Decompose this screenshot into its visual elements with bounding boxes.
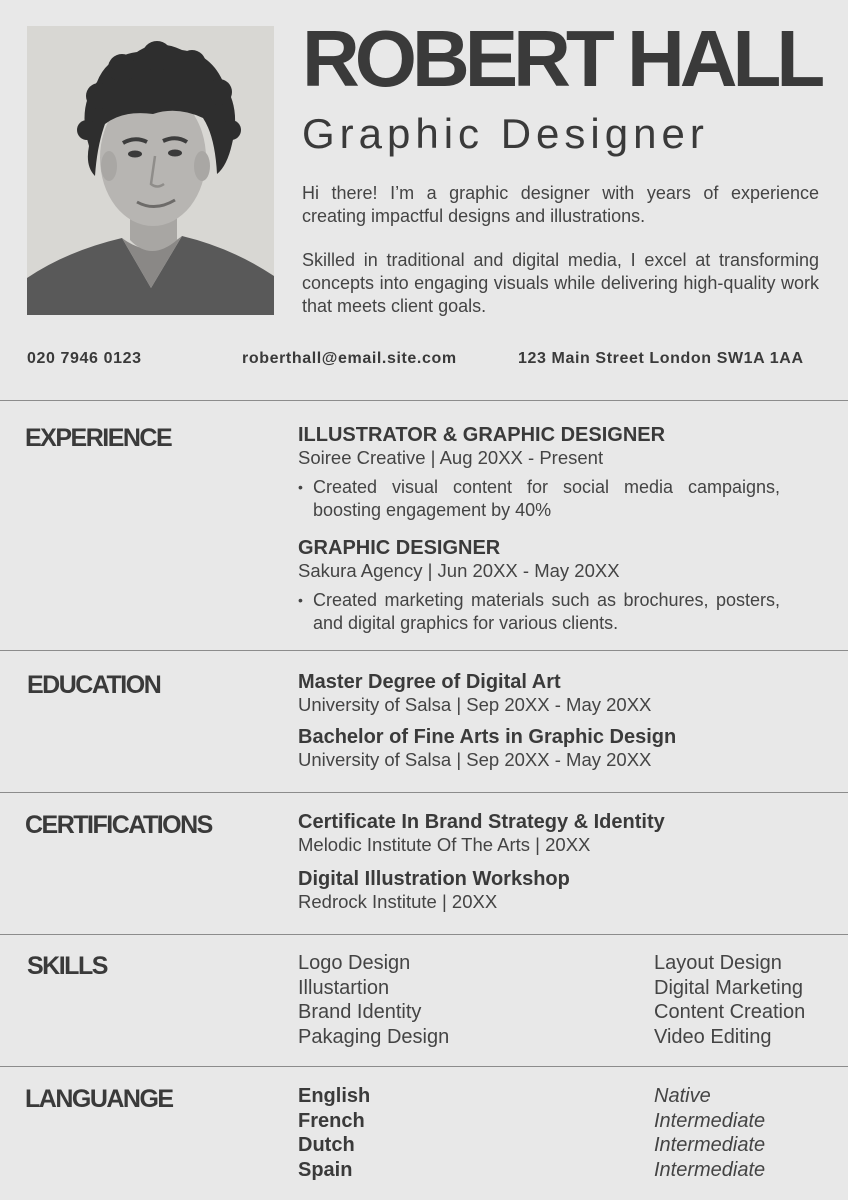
education-heading: EDUCATION bbox=[27, 671, 161, 699]
degree-title: Bachelor of Fine Arts in Graphic Design bbox=[298, 726, 677, 748]
language-names bbox=[298, 1084, 370, 1182]
job-title: ILLUSTRATOR & GRAPHIC DESIGNER bbox=[298, 424, 666, 446]
job-bullet: • Created visual content for social media campaigns, boosting engagement by 40% bbox=[298, 476, 780, 522]
skill-item: Logo Design bbox=[298, 952, 411, 974]
education-item bbox=[298, 671, 788, 716]
section-divider bbox=[0, 792, 848, 793]
certification-issuer: Redrock Institute | 20XX bbox=[298, 891, 498, 912]
language-level: Intermediate bbox=[654, 1158, 766, 1181]
section-divider bbox=[0, 400, 848, 401]
section-divider bbox=[0, 1066, 848, 1067]
language-name: Dutch bbox=[298, 1134, 355, 1156]
skill-item: Illustartion bbox=[298, 976, 390, 999]
experience-item bbox=[298, 537, 788, 635]
degree-school: University of Salsa | Sep 20XX - May 20XX bbox=[298, 749, 652, 770]
degree-title: Master Degree of Digital Art bbox=[298, 671, 561, 693]
language-name: Spain bbox=[298, 1158, 353, 1181]
experience-item bbox=[298, 424, 788, 522]
degree-school: University of Salsa | Sep 20XX - May 20XX bbox=[298, 694, 652, 715]
skill-item: Digital Marketing bbox=[654, 976, 803, 999]
language-name: English bbox=[298, 1085, 371, 1107]
language-level: Native bbox=[654, 1085, 711, 1107]
certification-name: Digital Illustration Workshop bbox=[298, 868, 570, 890]
skills-list-left bbox=[298, 951, 449, 1049]
intro-paragraph: Hi there! I’m a graphic designer with years of experience creating impactful designs and illustrations. bbox=[302, 183, 819, 226]
profile-photo bbox=[27, 26, 274, 315]
resume-role: Graphic Designer bbox=[302, 110, 709, 157]
job-company: Sakura Agency | Jun 20XX - May 20XX bbox=[298, 560, 620, 581]
contact-email: roberthall@email.site.com bbox=[242, 350, 457, 367]
intro-text bbox=[302, 182, 819, 339]
certification-item bbox=[298, 811, 788, 856]
skills-list-right bbox=[654, 951, 805, 1049]
skill-item: Content Creation bbox=[654, 1001, 806, 1023]
language-name: French bbox=[298, 1109, 365, 1132]
skill-item: Brand Identity bbox=[298, 1001, 422, 1023]
language-levels bbox=[654, 1084, 765, 1182]
certifications-heading: CERTIFICATIONS bbox=[25, 811, 212, 839]
section-divider bbox=[0, 934, 848, 935]
experience-list bbox=[298, 424, 788, 635]
skill-item: Layout Design bbox=[654, 952, 782, 974]
certification-item bbox=[298, 868, 788, 913]
language-heading: LANGUANGE bbox=[25, 1085, 173, 1113]
intro-paragraph: Skilled in traditional and digital media, I excel at transforming concepts into engaging visuals while delivering high-quality work that meets client goals. bbox=[302, 250, 819, 316]
experience-heading: EXPERIENCE bbox=[25, 424, 172, 452]
resume-name: ROBERT HALL bbox=[302, 14, 821, 103]
contact-address: 123 Main Street London SW1A 1AA bbox=[518, 350, 804, 367]
job-bullet: • Created marketing materials such as brochures, posters, and digital graphics for various clients. bbox=[298, 589, 780, 635]
education-list bbox=[298, 671, 788, 771]
certifications-list bbox=[298, 811, 788, 913]
skill-item: Pakaging Design bbox=[298, 1025, 450, 1048]
contact-phone: 020 7946 0123 bbox=[27, 350, 142, 367]
certification-name: Certificate In Brand Strategy & Identity bbox=[298, 811, 665, 833]
section-divider bbox=[0, 650, 848, 651]
skill-item: Video Editing bbox=[654, 1025, 772, 1048]
education-item bbox=[298, 726, 788, 771]
job-company: Soiree Creative | Aug 20XX - Present bbox=[298, 447, 604, 468]
job-title: GRAPHIC DESIGNER bbox=[298, 537, 501, 559]
certification-issuer: Melodic Institute Of The Arts | 20XX bbox=[298, 834, 591, 855]
skills-heading: SKILLS bbox=[27, 952, 107, 980]
language-level: Intermediate bbox=[654, 1134, 766, 1156]
language-level: Intermediate bbox=[654, 1109, 766, 1132]
